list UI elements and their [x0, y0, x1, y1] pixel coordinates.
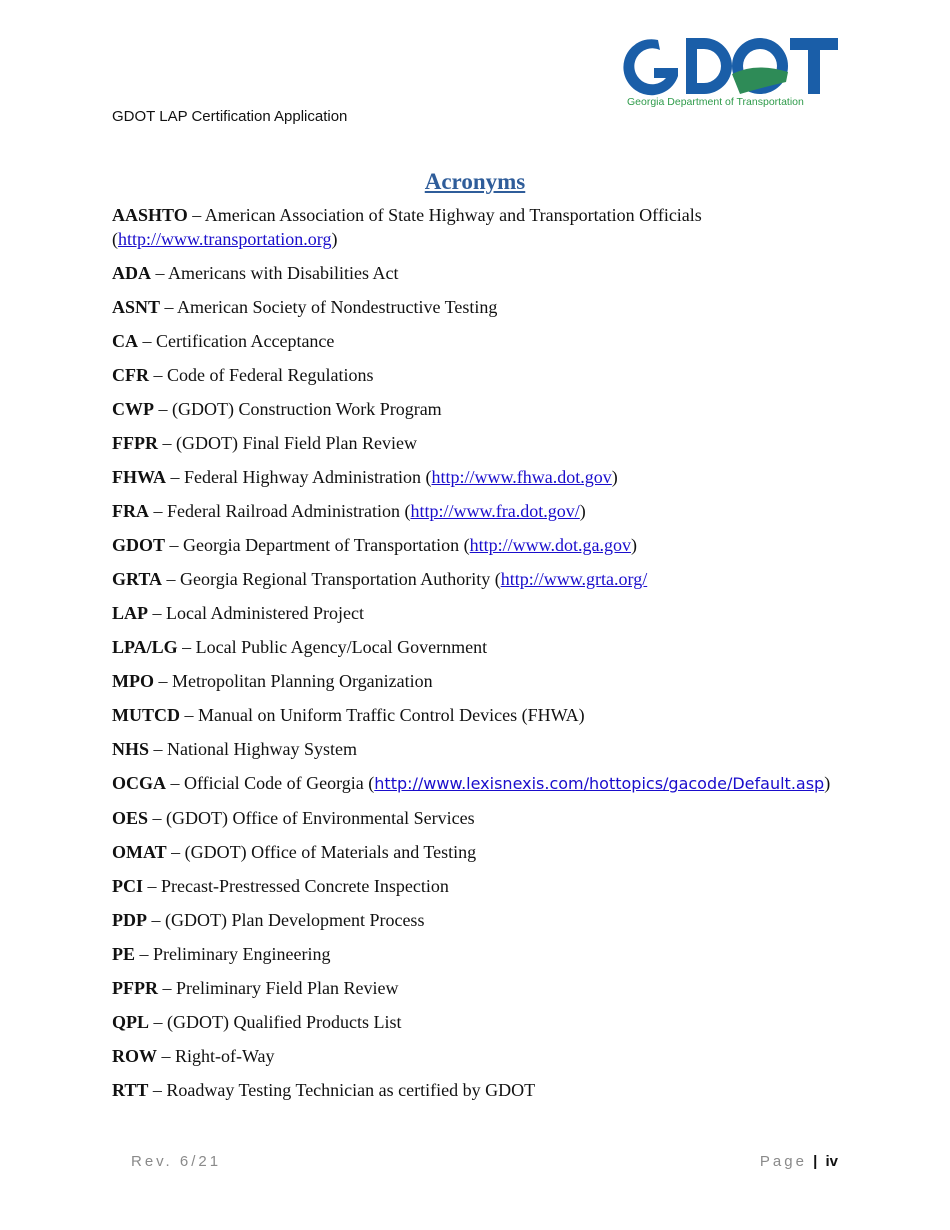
header-title: GDOT LAP Certification Application [112, 108, 348, 125]
acronym-abbr: ADA [112, 263, 151, 283]
footer-page-label: Page [759, 1153, 807, 1170]
acronym-description: American Association of State Highway and Transportation Officials [204, 205, 702, 225]
acronym-entry: ASNT – American Society of Nondestructive Testing [112, 297, 498, 317]
acronym-entry: CA – Certification Acceptance [112, 331, 335, 351]
acronym-abbr: FRA [112, 501, 149, 521]
logo-caption: Georgia Department of Transportation [627, 96, 804, 108]
acronym-abbr: OMAT [112, 842, 167, 862]
acronym-description: Georgia Department of Transportation [183, 535, 460, 555]
acronym-abbr: MPO [112, 671, 154, 691]
acronym-description: Georgia Regional Transportation Authority [180, 569, 491, 589]
acronym-abbr: FFPR [112, 433, 158, 453]
acronym-entry: RTT – Roadway Testing Technician as certified by GDOT [112, 1080, 536, 1100]
acronym-entry: GRTA – Georgia Regional Transportation Authority (http://www.grta.org/ [112, 569, 648, 589]
acronym-entry: FFPR – (GDOT) Final Field Plan Review [112, 433, 417, 453]
acronym-abbr: PFPR [112, 978, 158, 998]
acronym-entry: ROW – Right-of-Way [112, 1046, 275, 1066]
acronym-link[interactable]: http://www.grta.org/ [500, 569, 648, 589]
acronym-entry: GDOT – Georgia Department of Transportation (http://www.dot.ga.gov) [112, 535, 637, 555]
acronym-description: National Highway System [167, 739, 357, 759]
acronym-abbr: LPA/LG [112, 637, 178, 657]
acronym-abbr: PDP [112, 910, 147, 930]
acronym-abbr: MUTCD [112, 705, 180, 725]
acronym-description: Precast-Prestressed Concrete Inspection [161, 876, 449, 896]
acronym-link[interactable]: http://www.lexisnexis.com/hottopics/gacode/Default.asp [374, 774, 825, 793]
acronym-description: Local Administered Project [166, 603, 364, 623]
acronym-abbr: GRTA [112, 569, 163, 589]
acronym-link[interactable]: http://www.fhwa.dot.gov [431, 467, 612, 487]
acronym-description: Federal Railroad Administration [167, 501, 400, 521]
acronym-abbr: PCI [112, 876, 143, 896]
acronym-entry: FRA – Federal Railroad Administration (http://www.fra.dot.gov/) [112, 501, 586, 521]
acronym-link[interactable]: http://www.transportation.org [118, 229, 332, 249]
acronym-description: Certification Acceptance [156, 331, 335, 351]
acronym-entry: OMAT – (GDOT) Office of Materials and Testing [112, 842, 477, 862]
acronym-description: Official Code of Georgia [184, 773, 364, 793]
acronym-entry: AASHTO – American Association of State Highway and Transportation Officials (http://www.transportation.org) [112, 205, 702, 249]
acronym-entry: PFPR – Preliminary Field Plan Review [112, 978, 399, 998]
acronym-abbr: CA [112, 331, 138, 351]
acronym-entry: PE – Preliminary Engineering [112, 944, 331, 964]
acronym-description: (GDOT) Final Field Plan Review [175, 433, 417, 453]
acronym-abbr: RTT [112, 1080, 149, 1100]
acronym-entry: LAP – Local Administered Project [112, 603, 364, 623]
acronym-description: Preliminary Field Plan Review [175, 978, 399, 998]
acronym-description: (GDOT) Qualified Products List [167, 1012, 402, 1032]
acronym-abbr: QPL [112, 1012, 150, 1032]
acronym-description: (GDOT) Office of Materials and Testing [184, 842, 477, 862]
acronym-entry: FHWA – Federal Highway Administration (http://www.fhwa.dot.gov) [112, 467, 618, 487]
acronym-entry: QPL – (GDOT) Qualified Products List [112, 1012, 402, 1032]
acronym-entry: LPA/LG – Local Public Agency/Local Government [112, 637, 488, 657]
acronym-abbr: LAP [112, 603, 148, 623]
acronym-link[interactable]: http://www.fra.dot.gov/ [410, 501, 580, 521]
acronym-entry: PDP – (GDOT) Plan Development Process [112, 910, 425, 930]
acronym-entry: CFR – Code of Federal Regulations [112, 365, 374, 385]
acronym-entry: ADA – Americans with Disabilities Act [112, 263, 399, 283]
acronym-abbr: GDOT [112, 535, 166, 555]
acronym-entry: OCGA – Official Code of Georgia (http://www.lexisnexis.com/hottopics/gacode/Default.asp) [112, 773, 831, 793]
acronym-abbr: ROW [112, 1046, 157, 1066]
acronym-description: (GDOT) Plan Development Process [165, 910, 425, 930]
acronym-description: Code of Federal Regulations [167, 365, 374, 385]
acronym-description: Roadway Testing Technician as certified by GDOT [166, 1080, 536, 1100]
acronym-abbr: OCGA [112, 773, 166, 793]
acronym-entry: MUTCD – Manual on Uniform Traffic Control Devices (FHWA) [112, 705, 585, 725]
acronym-entry: NHS – National Highway System [112, 739, 357, 759]
acronym-description: Local Public Agency/Local Government [195, 637, 488, 657]
acronym-link[interactable]: http://www.dot.ga.gov [469, 535, 631, 555]
acronym-description: Americans with Disabilities Act [168, 263, 399, 283]
acronym-abbr: OES [112, 808, 149, 828]
acronym-description: Preliminary Engineering [153, 944, 331, 964]
acronym-entry: OES – (GDOT) Office of Environmental Services [112, 808, 475, 828]
footer-page-separator: | [813, 1153, 818, 1170]
acronym-abbr: CWP [112, 399, 154, 419]
acronym-list [112, 203, 852, 1112]
acronym-entry: CWP – (GDOT) Construction Work Program [112, 399, 442, 419]
acronym-description: (GDOT) Construction Work Program [172, 399, 442, 419]
acronym-description: American Society of Nondestructive Testing [177, 297, 498, 317]
acronym-abbr: FHWA [112, 467, 166, 487]
footer-page-number [760, 1153, 838, 1170]
acronym-abbr: ASNT [112, 297, 161, 317]
acronym-entry: MPO – Metropolitan Planning Organization [112, 671, 433, 691]
acronym-abbr: PE [112, 944, 136, 964]
acronym-description: Right-of-Way [175, 1046, 275, 1066]
acronym-abbr: NHS [112, 739, 150, 759]
acronym-abbr: CFR [112, 365, 149, 385]
acronym-description: (GDOT) Office of Environmental Services [166, 808, 475, 828]
acronym-description: Metropolitan Planning Organization [172, 671, 433, 691]
footer-revision: Rev. 6/21 [131, 1153, 222, 1170]
acronym-description: Federal Highway Administration [184, 467, 421, 487]
document-heading: Acronyms [424, 169, 526, 194]
footer-page-value: iv [825, 1153, 838, 1170]
acronym-entry: PCI – Precast-Prestressed Concrete Inspection [112, 876, 449, 896]
acronym-description: Manual on Uniform Traffic Control Devices (FHWA) [198, 705, 585, 725]
acronym-abbr: AASHTO [112, 205, 188, 225]
